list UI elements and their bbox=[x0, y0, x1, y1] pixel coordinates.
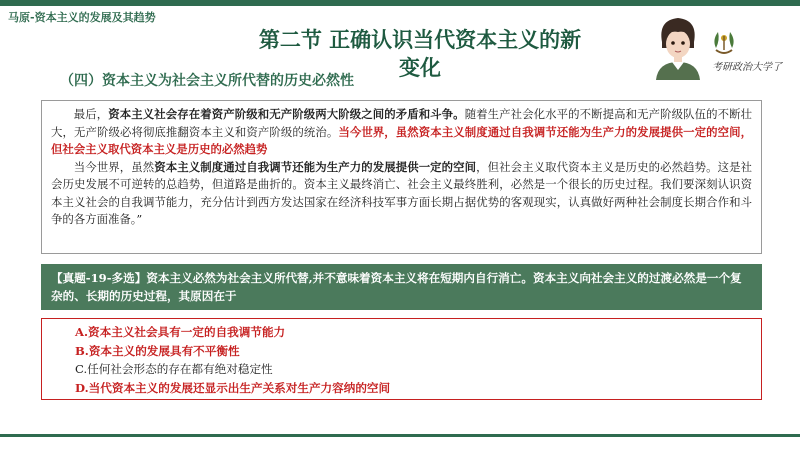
logo-text: 考研政治大学了 bbox=[712, 62, 782, 73]
bold-text-run: 资本主义社会存在着资产阶级和无产阶级两大阶级之间的矛盾和斗争。 bbox=[108, 107, 465, 121]
bottom-divider bbox=[0, 434, 800, 437]
highlighted-text-run: 当今世界，虽然资本主义制度通过自我调节还能为生产力的发展提供一定的空间，但社会主义取代资本主义是历史的必然趋势 bbox=[51, 124, 752, 156]
option-b[interactable]: B.资本主义的发展具有不平衡性 bbox=[75, 343, 240, 358]
reading-passage bbox=[41, 100, 762, 254]
top-band bbox=[0, 0, 800, 6]
option-a[interactable]: A.资本主义社会具有一定的自我调节能力 bbox=[75, 325, 286, 339]
section-title-line2: 变化 bbox=[399, 56, 441, 80]
option-c[interactable]: C.任何社会形态的存在都有绝对稳定性 bbox=[75, 362, 273, 376]
text-run: 当今世界，虽然 bbox=[73, 159, 155, 174]
bold-text-run: 资本主义制度通过自我调节还能为生产力的发展提供一定的空间 bbox=[154, 159, 477, 174]
passage-paragraph-2 bbox=[51, 159, 752, 229]
answer-options bbox=[41, 318, 762, 400]
exam-question: 【真题-19-多选】资本主义必然为社会主义所代替,并不意味着资本主义将在短期内自行消亡。资本主义向社会主义的过渡必然是一个复杂的、长期的历史过程，其原因在于 bbox=[41, 264, 762, 310]
subsection-title: （四）资本主义为社会主义所代替的历史必然性 bbox=[60, 73, 354, 89]
passage-paragraph-1 bbox=[51, 106, 752, 159]
avatar-illustration bbox=[648, 12, 708, 80]
text-run: 最后， bbox=[73, 107, 109, 121]
section-title-line1: 第二节 正确认识当代资本主义的新 bbox=[258, 28, 582, 52]
text-run: ，但社会主义取代资本主义是历史的必然趋势。这是社会历史发展不可逆转的总趋势，但道路是曲折的。资本主义最终消亡、社会主义最终胜利，必然是一个很长的历史过程。我们要深刻认识资本主义社会的自我调节能力，充分估计到西方发达国家在经济科技军事方面长期占据优势的客观现实，认真做好两种社会制度长期合作和斗争的各方面准备。” bbox=[51, 159, 752, 226]
text-run: 随着生产社会化水平的不断提高和无产阶级队伍的不断壮大，无产阶级必将彻底推翻资本主义和资产阶级的统治。 bbox=[51, 107, 752, 139]
option-d[interactable]: D.当代资本主义的发展还显示出生产关系对生产力容纳的空间 bbox=[75, 380, 391, 395]
course-label: 马原-资本主义的发展及其趋势 bbox=[8, 11, 156, 24]
